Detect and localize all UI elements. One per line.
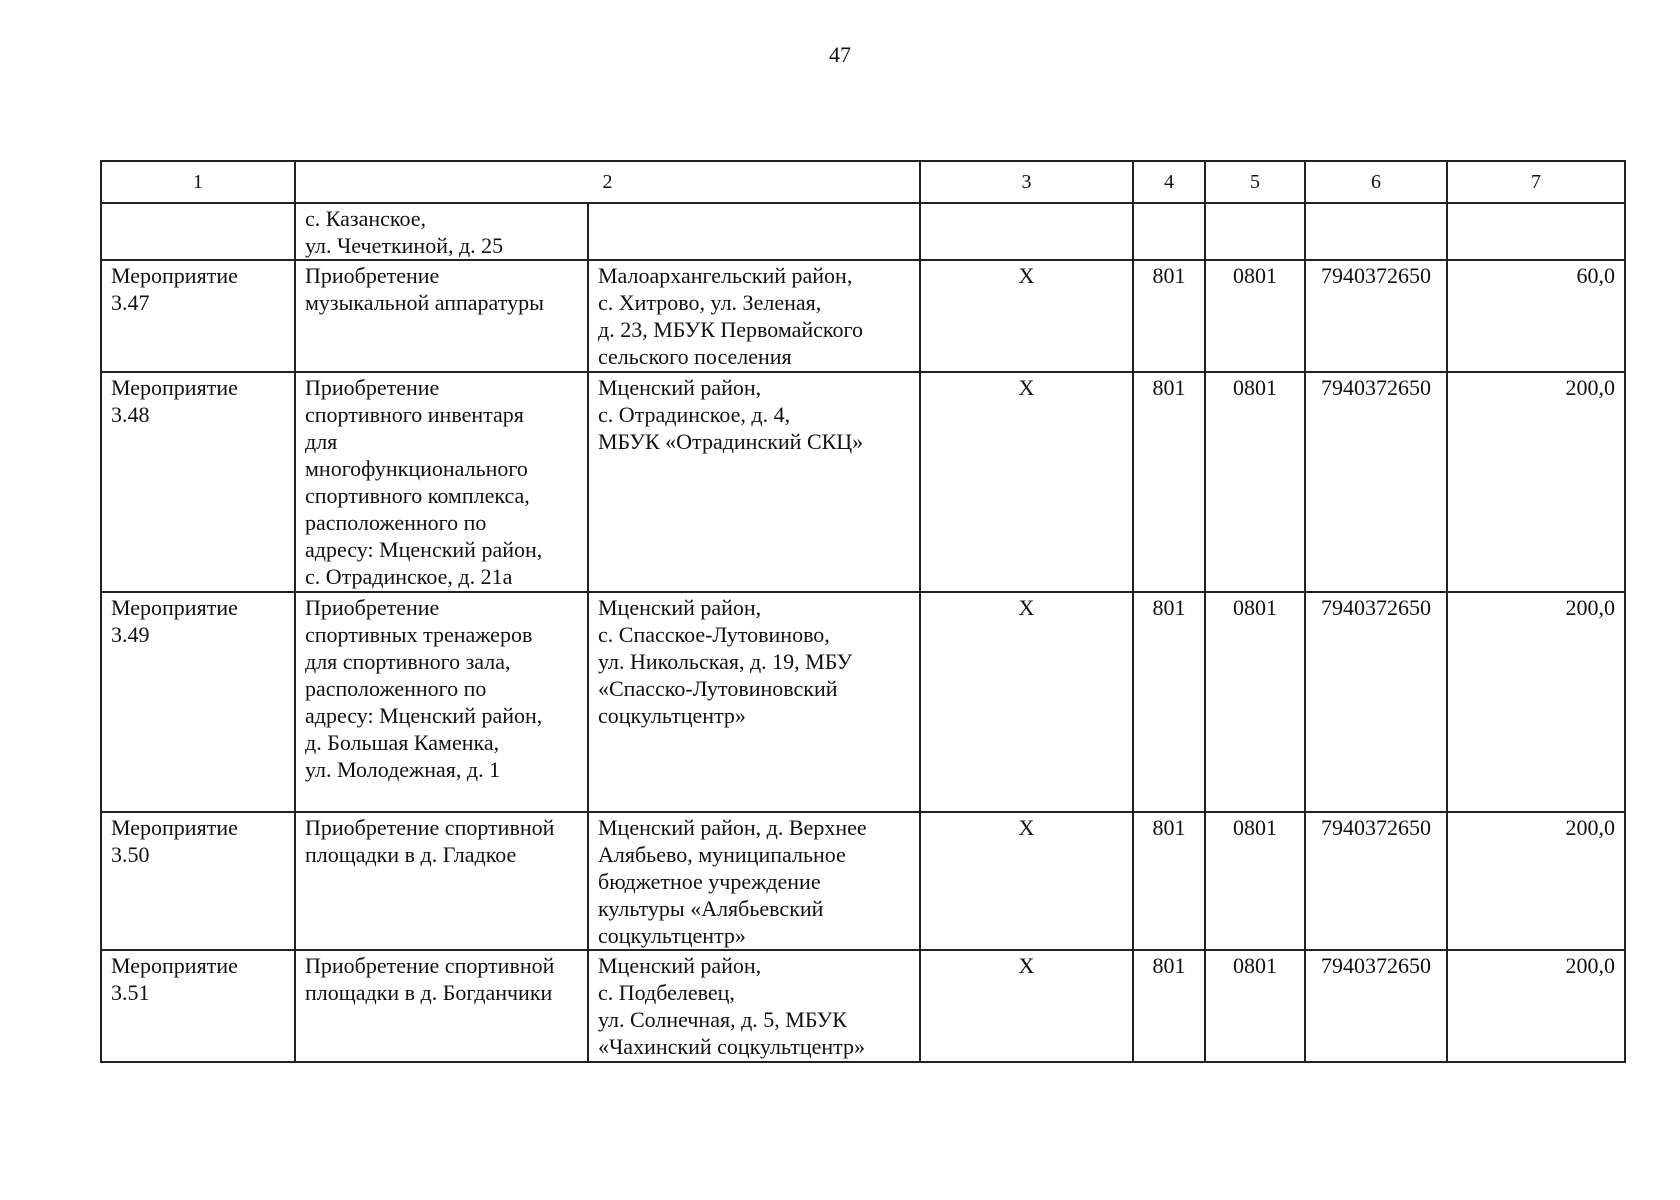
cell-amount: 200,0 [1447, 372, 1625, 592]
cell-empty [588, 203, 920, 260]
header-col-4: 4 [1133, 161, 1205, 203]
header-col-1: 1 [101, 161, 295, 203]
cell-amount: 200,0 [1447, 950, 1625, 1062]
cell-code-5: 0801 [1205, 812, 1305, 950]
cell-measure-id: Мероприятие 3.50 [101, 812, 295, 950]
header-col-6: 6 [1305, 161, 1447, 203]
cell-mark: Х [920, 950, 1133, 1062]
cell-location: Мценский район, с. Отрадинское, д. 4, МБУК «Отрадинский СКЦ» [588, 372, 920, 592]
cell-location: Мценский район, с. Подбелевец, ул. Солнечная, д. 5, МБУК «Чахинский соцкультцентр» [588, 950, 920, 1062]
header-col-5: 5 [1205, 161, 1305, 203]
cell-measure-name: Приобретение спортивной площадки в д. Гладкое [295, 812, 588, 950]
cell-location-continued: с. Казанское, ул. Чечеткиной, д. 25 [295, 203, 588, 260]
cell-code-6: 7940372650 [1305, 812, 1447, 950]
cell-measure-id: Мероприятие 3.47 [101, 260, 295, 372]
cell-mark: Х [920, 592, 1133, 812]
cell-location: Мценский район, д. Верхнее Алябьево, муниципальное бюджетное учреждение культуры «Алябьевский соцкультцентр» [588, 812, 920, 950]
cell-location: Мценский район, с. Спасское-Лутовиново, ул. Никольская, д. 19, МБУ «Спасско-Лутовиновский соцкультцентр» [588, 592, 920, 812]
table-row-continuation [101, 203, 1625, 260]
budget-table [100, 160, 1626, 1063]
cell-empty [1447, 203, 1625, 260]
page-number: 47 [829, 42, 851, 67]
cell-empty [1205, 203, 1305, 260]
header-col-3: 3 [920, 161, 1133, 203]
cell-code-6: 7940372650 [1305, 260, 1447, 372]
cell-code-4: 801 [1133, 592, 1205, 812]
cell-code-4: 801 [1133, 372, 1205, 592]
cell-amount: 200,0 [1447, 592, 1625, 812]
cell-measure-name: Приобретение спортивных тренажеров для спортивного зала, расположенного по адресу: Мценский район, д. Большая Каменка, ул. Молодежная, д. 1 [295, 592, 588, 812]
cell-measure-name: Приобретение музыкальной аппаратуры [295, 260, 588, 372]
table-row [101, 950, 1625, 1062]
table-row [101, 372, 1625, 592]
cell-empty [1305, 203, 1447, 260]
table-row [101, 592, 1625, 812]
cell-mark: Х [920, 372, 1133, 592]
cell-id [101, 203, 295, 260]
cell-mark: Х [920, 812, 1133, 950]
cell-code-5: 0801 [1205, 592, 1305, 812]
cell-code-5: 0801 [1205, 372, 1305, 592]
cell-code-5: 0801 [1205, 260, 1305, 372]
cell-code-4: 801 [1133, 950, 1205, 1062]
cell-code-6: 7940372650 [1305, 950, 1447, 1062]
table-row [101, 812, 1625, 950]
table-row [101, 260, 1625, 372]
cell-empty [920, 203, 1133, 260]
cell-location: Малоархангельский район, с. Хитрово, ул. Зеленая, д. 23, МБУК Первомайского сельского поселения [588, 260, 920, 372]
cell-code-5: 0801 [1205, 950, 1305, 1062]
header-row [101, 161, 1625, 203]
cell-code-6: 7940372650 [1305, 592, 1447, 812]
cell-measure-id: Мероприятие 3.48 [101, 372, 295, 592]
cell-measure-name: Приобретение спортивной площадки в д. Богданчики [295, 950, 588, 1062]
cell-measure-id: Мероприятие 3.49 [101, 592, 295, 812]
cell-code-4: 801 [1133, 260, 1205, 372]
header-col-2: 2 [295, 161, 920, 203]
cell-measure-name: Приобретение спортивного инвентаря для многофункционального спортивного комплекса, расположенного по адресу: Мценский район, с. Отрадинское, д. 21а [295, 372, 588, 592]
cell-amount: 200,0 [1447, 812, 1625, 950]
cell-mark: Х [920, 260, 1133, 372]
cell-measure-id: Мероприятие 3.51 [101, 950, 295, 1062]
cell-code-4: 801 [1133, 812, 1205, 950]
cell-empty [1133, 203, 1205, 260]
cell-code-6: 7940372650 [1305, 372, 1447, 592]
header-col-7: 7 [1447, 161, 1625, 203]
cell-amount: 60,0 [1447, 260, 1625, 372]
